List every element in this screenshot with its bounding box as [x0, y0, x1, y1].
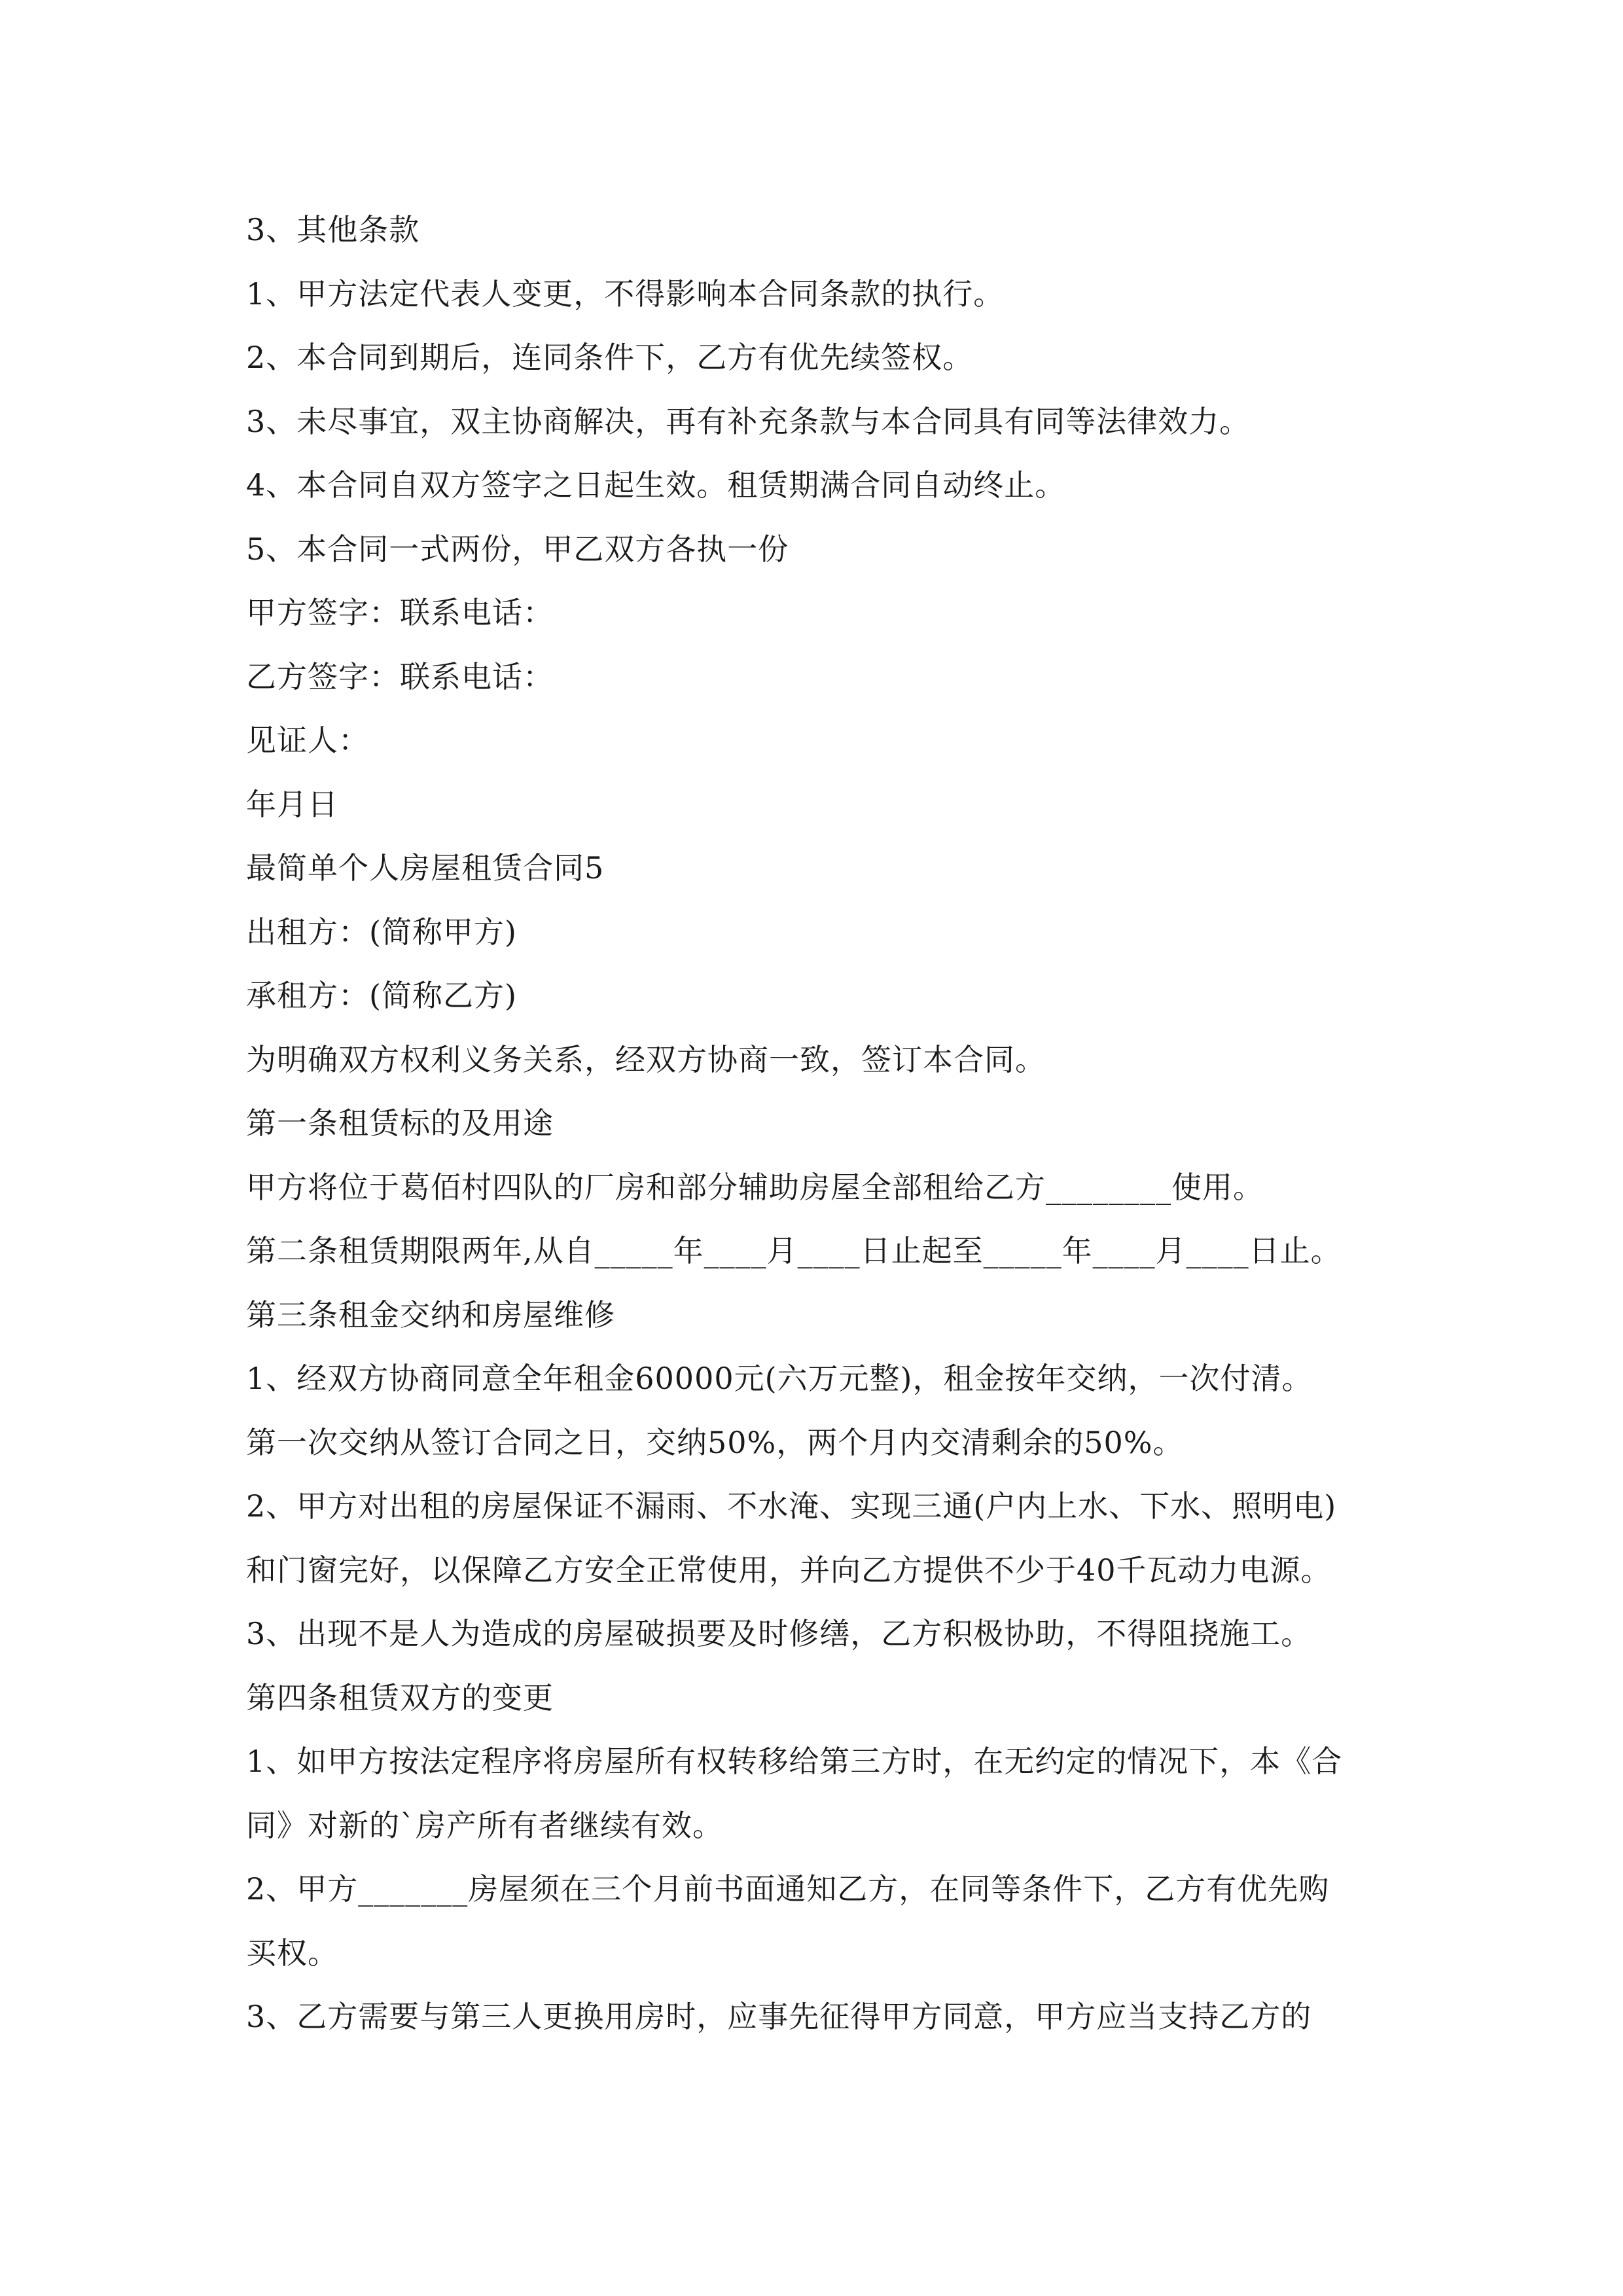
text-line: 出租方：(简称甲方) [246, 914, 517, 950]
text-line: 4、本合同自双方签字之日起生效。租赁期满合同自动终止。 [246, 467, 1066, 503]
text-line: 3、未尽事宜，双主协商解决，再有补充条款与本合同具有同等法律效力。 [246, 403, 1251, 439]
text-line: 同》对新的`房产所有者继续有效。 [246, 1807, 723, 1843]
text-line: 甲方将位于葛佰村四队的厂房和部分辅助房屋全部租给乙方________使用。 [246, 1169, 1264, 1205]
text-line: 1、经双方协商同意全年租金60000元(六万元整)，租金按年交纳，一次付清。 [246, 1361, 1313, 1396]
text-line: 5、本合同一式两份，甲乙双方各执一份 [246, 531, 789, 567]
text-line: 3、乙方需要与第三人更换用房时，应事先征得甲方同意，甲方应当支持乙方的 [246, 1999, 1312, 2034]
text-line: 甲方签字：联系电话： [246, 595, 554, 630]
text-line: 2、本合同到期后，连同条件下，乙方有优先续签权。 [246, 340, 974, 375]
text-line: 2、甲方_______房屋须在三个月前书面通知乙方，在同等条件下，乙方有优先购 [246, 1871, 1330, 1907]
text-line: 3、其他条款 [246, 212, 420, 247]
text-line: 买权。 [246, 1935, 338, 1971]
text-line: 第一次交纳从签订合同之日，交纳50%，两个月内交清剩余的50%。 [246, 1424, 1184, 1460]
text-line: 为明确双方权利义务关系，经双方协商一致，签订本合同。 [246, 1041, 1046, 1077]
text-line: 乙方签字：联系电话： [246, 658, 554, 694]
document-body [246, 198, 1411, 2049]
text-line: 承租方：(简称乙方) [246, 978, 517, 1013]
article-heading: 第一条租赁标的及用途 [246, 1105, 554, 1141]
text-line: 见证人： [246, 723, 369, 758]
article-heading: 第四条租赁双方的变更 [246, 1679, 554, 1715]
text-line: 和门窗完好，以保障乙方安全正常使用，并向乙方提供不少于40千瓦动力电源。 [246, 1552, 1332, 1588]
text-line: 1、甲方法定代表人变更，不得影响本合同条款的执行。 [246, 276, 1005, 312]
text-line: 2、甲方对出租的房屋保证不漏雨、不水淹、实现三通(户内上水、下水、照明电) [246, 1488, 1337, 1524]
text-line: 年月日 [246, 786, 338, 822]
text-line: 3、出现不是人为造成的房屋破损要及时修缮，乙方积极协助，不得阻挠施工。 [246, 1616, 1312, 1651]
article-heading: 第三条租金交纳和房屋维修 [246, 1297, 615, 1333]
article-heading: 第二条租赁期限两年,从自_____年____月____日止起至_____年____月____日止。 [246, 1233, 1342, 1268]
section-title: 最简单个人房屋租赁合同5 [246, 850, 605, 886]
text-line: 1、如甲方按法定程序将房屋所有权转移给第三方时，在无约定的情况下，本《合 [246, 1744, 1343, 1779]
